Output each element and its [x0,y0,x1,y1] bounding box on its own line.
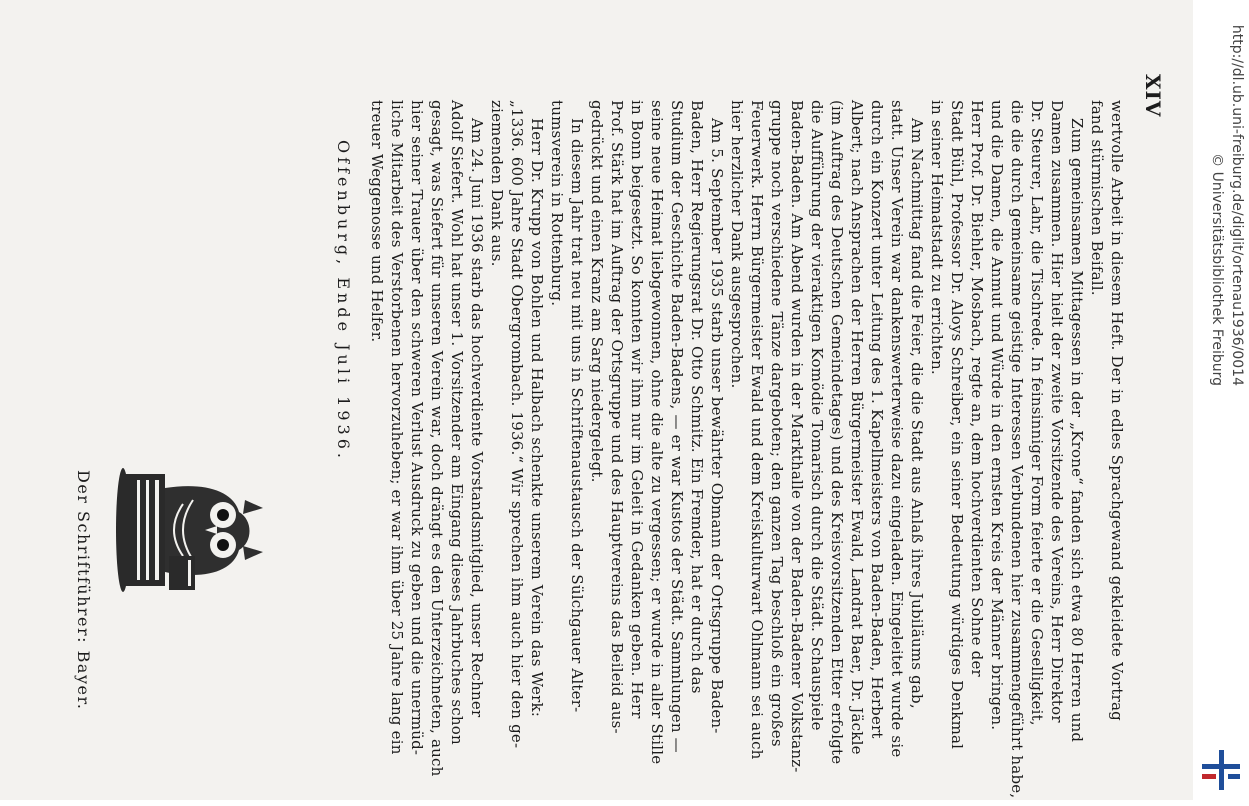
text-line: Am 5. September 1935 starb unser bewährter Obmann der Ortsgruppe Baden- [708,118,726,734]
text-line: Baden, Herr Regierungsrat Dr. Otto Schmitz. Ein Fremder, hat er durch das [688,100,706,694]
text-line: Feuerwerk. Herrn Bürgermeister Ewald und dem Kreiskulturwart Ohlmann sei auch [748,100,766,760]
text-line: „1336. 600 Jahre Stadt Obergrombach. 1936.“ Wir sprechen ihm auch hier den ge- [508,100,526,749]
text-line: Zum gemeinsamen Mittagessen in der „Krone“ fanden sich etwa 80 Herren und [1068,118,1086,743]
text-line: liche Mitarbeit des Verstorbenen hervorzuheben; er war ihm über 25 Jahre lang ein [388,100,406,755]
text-line: Prof. Stärk hat im Auftrag der Ortsgruppe und des Hauptvereins das Beileid aus- [608,100,626,734]
text-line: hier seiner Trauer über den schweren Verlust Ausdruck zu geben und die unermüd- [408,100,426,756]
credit-text [1197,6,1249,806]
text-line: in seiner Heimatstadt zu errichten. [928,100,946,375]
text-line: die die durch gemeinsame geistige Interessen Verbundenen hier zusammengeführt habe, [1008,100,1026,799]
text-line: die Aufführung der vieraktigen Komödie Tomarisch durch die Städt. Schauspiele [808,100,826,731]
library-credit: © Universitätsbibliothek Freiburg [1209,153,1225,386]
text-line: tumsverein in Rottenburg. [548,100,566,307]
text-line: Albert; nach Ansprachen der Herren Bürgermeister Ewald, Landrat Baer, Dr. Jäckle [848,100,866,755]
text-line: gedrückt und einen Kranz am Sarg niedergelegt. [588,100,606,483]
text-line: in Bonn beigesetzt. So konnten wir ihm nur im Geleit in Gedanken geben. Herr [628,100,646,719]
signature: Der Schriftführer: Bayer. [74,470,93,711]
text-line: (im Auftrag des Deutschen Gemeindetages) und des Kreisvorsitzenden Etter erfolgte [828,100,846,765]
text-line: In diesem Jahr trat neu mit uns in Schriftenaustausch der Sülchgauer Alter- [568,118,586,713]
text-line: ziemenden Dank aus. [488,100,506,267]
owl-vignette-icon [113,460,283,600]
text-line: wertvolle Arbeit in diesem Heft. Der in edles Sprachgewand gekleidete Vortrag [1108,100,1126,721]
text-line: Am Nachmittag fand die Feier, die die Stadt aus Anlaß ihres Jubiläums gab, [908,118,926,709]
text-line: gruppe noch verschiedene Tänze dargeboten; den ganzen Tag beschloß ein großes [768,100,786,747]
text-line: Adolf Siefert. Wohl hat unser 1. Vorsitzender am Eingang dieses Jahrbuches schon [448,100,466,745]
text-line: fand stürmischen Beifall. [1088,100,1106,296]
place-date: Offenburg, Ende Juli 1936. [334,140,353,462]
text-line: Herr Dr. Krupp von Bohlen und Halbach schenkte unserem Verein das Werk: [528,118,546,717]
text-line: Baden-Baden. Am Abend wurden in der Markthalle von der Baden-Badener Volkstanz- [788,100,806,773]
text-line: Damen zusammen. Hier hielt der zweite Vorsitzende des Vereins, Herr Direktor [1048,100,1066,723]
text-line: durch ein Konzert unter Leitung des 1. Kapellmeisters von Baden-Baden, Herbert [868,100,886,739]
source-url[interactable]: http://dl.ub.uni-freiburg.de/diglit/ortenau1936/0014 [1229,24,1245,386]
text-line: seine neue Heimat liebgewonnen, ohne die alte zu vergessen; er wurde in aller Stille [648,100,666,765]
page-number: XIV [1141,74,1165,118]
text-line: gesagt, was Siefert für unseren Verein war, doch drängt es den Unterzeichneten, auch [428,100,446,777]
text-line: treuer Weggenosse und Helfer. [368,100,386,343]
text-line: Stadt Bühl, Professor Dr. Aloys Schreiber, ein seiner Bedeutung würdiges Denkmal [948,100,966,750]
text-line: und die Damen, die Anmut und Würde in den ernsten Kreis der Männer bringen. [988,100,1006,731]
text-line: hier herzlicher Dank ausgesprochen. [728,100,746,389]
text-line: Herr Prof. Dr. Biehler, Mosbach, regte an, dem hochverdienten Sohne der [968,100,986,677]
text-line: Dr. Steurer, Lahr, die Tischrede. In feinsinniger Form feierte er die Geselligkeit, [1028,100,1046,726]
text-line: Am 24. Juni 1936 starb das hochverdiente Vorstandsmitglied, unser Rechner [468,118,486,718]
text-line: statt. Unser Verein war dankenswerterweise dazu eingeladen. Eingeleitet wurde sie [888,100,906,758]
text-line: Studium der Geschichte Baden-Badens, — er war Kustos der Städt. Sammlungen — [668,100,686,753]
ub-freiburg-logo-icon[interactable] [1200,748,1242,792]
